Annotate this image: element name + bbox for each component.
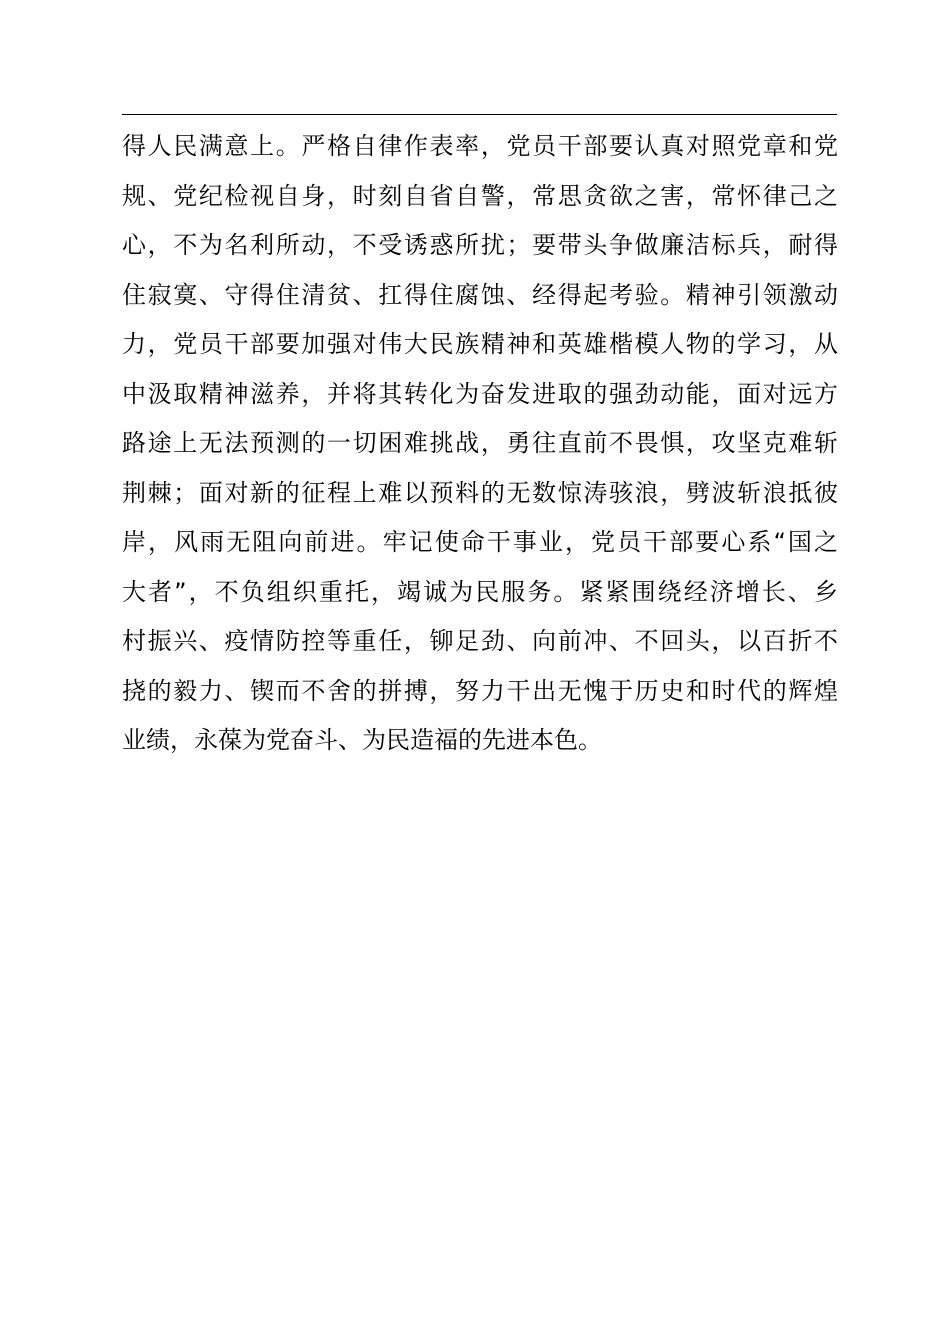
text-line: 挠的毅力、锲而不舍的拼搏，努力干出无愧于历史和时代的辉煌 <box>122 676 838 705</box>
text-line: 心，不为名利所动，不受诱惑所扰；要带头争做廉洁标兵，耐得 <box>122 231 838 259</box>
text-line: 住寂寞、守得住清贫、扛得住腐蚀、经得起考验。精神引领激动 <box>122 280 838 309</box>
text-line: 得人民满意上。严格自律作表率，党员干部要认真对照党章和党 <box>122 132 838 160</box>
text-line: 路途上无法预测的一切困难挑战，勇往直前不畏惧，攻坚克难斩 <box>122 429 838 457</box>
text-line: 岸，风雨无阻向前进。牢记使命干事业，党员干部要心系“国之 <box>122 528 838 556</box>
text-line: 力，党员干部要加强对伟大民族精神和英雄楷模人物的学习，从 <box>122 330 838 358</box>
text-line: 大者”，不负组织重托，竭诚为民服务。紧紧围绕经济增长、乡 <box>122 577 838 606</box>
text-line: 中汲取精神滋养，并将其转化为奋发进取的强劲动能，面对远方 <box>122 379 838 408</box>
text-line: 规、党纪检视自身，时刻自省自警，常思贪欲之害，常怀律己之 <box>122 181 838 210</box>
text-line-last: 业绩，永葆为党奋斗、为民造福的先进本色。 <box>122 726 602 754</box>
text-line: 荆棘；面对新的征程上难以预料的无数惊涛骇浪，劈波斩浪抵彼 <box>122 478 838 507</box>
header-rule <box>122 114 837 115</box>
text-line: 村振兴、疫情防控等重任，铆足劲、向前冲、不回头，以百折不 <box>122 627 838 655</box>
body-paragraph <box>122 122 838 766</box>
